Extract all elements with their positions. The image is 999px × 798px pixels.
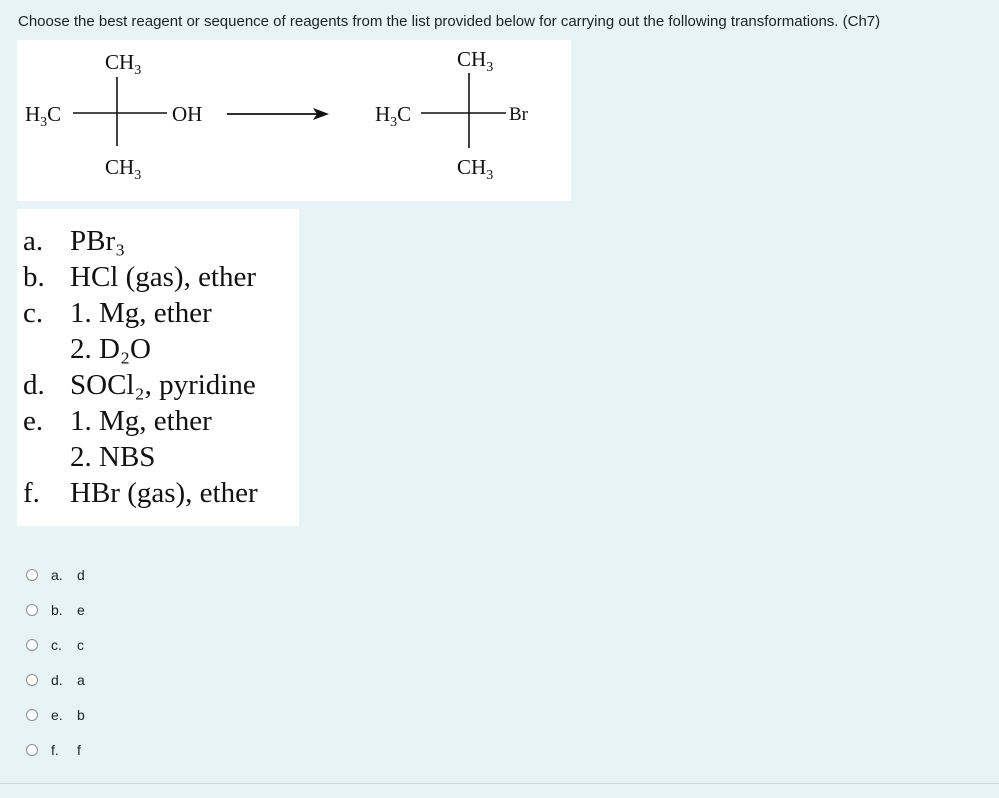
radio-button[interactable]: [26, 604, 38, 616]
divider: [0, 783, 999, 784]
product-structure: [375, 47, 529, 183]
answer-options: [26, 557, 85, 767]
answer-option-b[interactable]: b. e: [26, 592, 85, 627]
radio-button[interactable]: [26, 569, 38, 581]
reaction-image: [17, 40, 571, 201]
answer-option-c[interactable]: c. c: [26, 627, 85, 662]
reactant-structure: [25, 50, 202, 183]
reagent-a: a. PBr₃: [23, 225, 126, 257]
product-bottom-ch: $CH_3$: [457, 155, 494, 183]
reagent-f: f. HBr (gas), ether: [23, 477, 258, 509]
radio-button[interactable]: [26, 709, 38, 721]
reagent-c-step2: 2. D₂O: [70, 333, 151, 365]
radio-button[interactable]: [26, 639, 38, 651]
product-left-ch3: $H_3C$: [375, 102, 412, 130]
reagent-c: c. 1. Mg, ether: [23, 297, 212, 329]
radio-button[interactable]: [26, 674, 38, 686]
reagent-e-step2: 2. NBS: [70, 441, 156, 473]
reaction-arrow: [227, 108, 329, 120]
reaction-diagram: [17, 40, 571, 201]
reagent-d: d. SOCl₂, pyridine: [23, 369, 256, 401]
product-top-ch: $CH_3$: [457, 47, 494, 75]
reagent-list-image: [17, 209, 299, 526]
question-text: Choose the best reagent or sequence of reagents from the list provided below for carrying out the following transformations. (Ch7): [18, 13, 881, 30]
answer-option-f[interactable]: f. f: [26, 732, 85, 767]
reactant-oh: OH: [172, 102, 203, 126]
reactant-bottom-ch: $CH_3$: [105, 155, 142, 183]
radio-button[interactable]: [26, 744, 38, 756]
reactant-top-ch: $CH_3$: [105, 50, 142, 78]
product-br: Br: [509, 104, 528, 125]
answer-option-e[interactable]: e. b: [26, 697, 85, 732]
answer-option-d[interactable]: d. a: [26, 662, 85, 697]
reactant-left-ch3: $H_3C$: [25, 102, 62, 130]
reagent-list: [23, 223, 258, 511]
answer-option-a[interactable]: a. d: [26, 557, 85, 592]
reagent-e: e. 1. Mg, ether: [23, 405, 212, 437]
reagent-b: b. HCl (gas), ether: [23, 261, 257, 293]
